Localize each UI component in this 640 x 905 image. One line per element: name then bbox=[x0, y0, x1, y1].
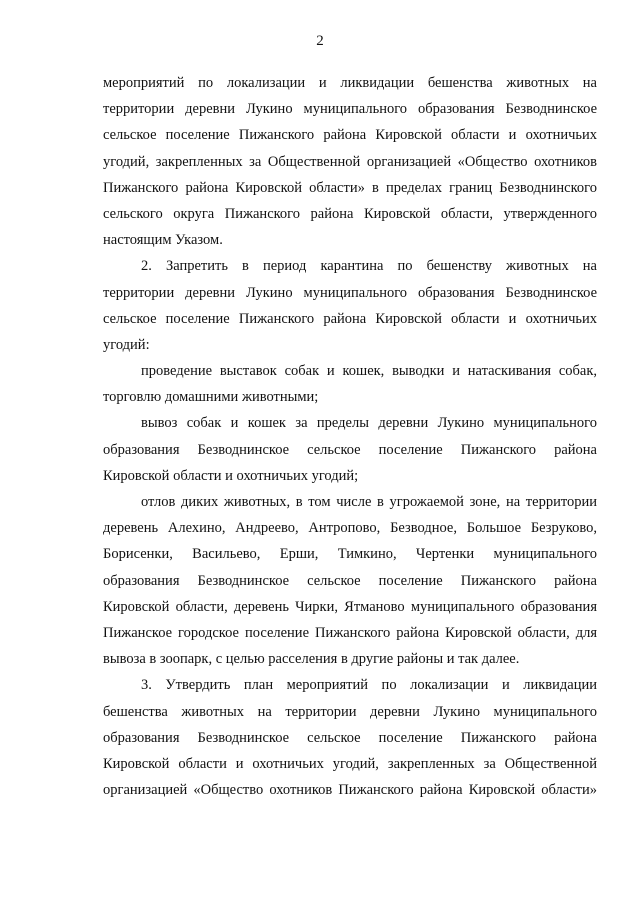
document-body bbox=[103, 70, 597, 803]
text-line: бешенства животных на территории деревни Лукино муниципального bbox=[103, 703, 597, 720]
text-line: проведение выставок собак и кошек, выводки и натаскивания собак, bbox=[141, 363, 597, 380]
paragraph-removal bbox=[103, 410, 597, 489]
paragraph-item-3 bbox=[103, 672, 597, 803]
text-line: Пижанское городское поселение Пижанского района Кировской области, для bbox=[103, 624, 597, 641]
text-line: Кировской области, деревень Чирки, Ятманово муниципального образования bbox=[103, 598, 597, 615]
text-line: Борисенки, Васильево, Ерши, Тимкино, Чертенки муниципального bbox=[103, 546, 597, 563]
text-line: сельского округа Пижанского района Кировской области, утвержденного bbox=[103, 205, 597, 222]
text-line: 3. Утвердить план мероприятий по локализации и ликвидации bbox=[141, 677, 597, 694]
text-line: Кировской области и охотничьих угодий, закрепленных за Общественной bbox=[103, 755, 597, 772]
text-line: сельское поселение Пижанского района Кировской области и охотничьих bbox=[103, 127, 597, 144]
text-line: мероприятий по локализации и ликвидации бешенства животных на bbox=[103, 75, 597, 91]
paragraph-continuation bbox=[103, 70, 597, 253]
paragraph-exhibitions bbox=[103, 358, 597, 410]
text-line: деревень Алехино, Андреево, Антропово, Безводное, Большое Безруково, bbox=[103, 520, 597, 537]
text-line: угодий: bbox=[103, 336, 150, 353]
text-line: вывоза в зоопарк, с целью расселения в другие районы и так далее. bbox=[103, 651, 520, 668]
text-line: Кировской области и охотничьих угодий; bbox=[103, 467, 359, 484]
text-line: вывоз собак и кошек за пределы деревни Лукино муниципального bbox=[141, 415, 597, 432]
text-line: торговлю домашними животными; bbox=[103, 389, 319, 406]
text-line: сельское поселение Пижанского района Кировской области и охотничьих bbox=[103, 310, 597, 327]
text-line: территории деревни Лукино муниципального образования Безводнинское bbox=[103, 101, 597, 118]
text-line: угодий, закрепленных за Общественной организацией «Общество охотников bbox=[103, 153, 597, 170]
paragraph-trapping bbox=[103, 489, 597, 672]
paragraph-item-2 bbox=[103, 253, 597, 358]
text-line: образования Безводнинское сельское поселение Пижанского района bbox=[103, 729, 597, 746]
text-line: организацией «Общество охотников Пижанского района Кировской области» bbox=[103, 782, 597, 799]
text-line: отлов диких животных, в том числе в угрожаемой зоне, на территории bbox=[141, 494, 597, 510]
page-number: 2 bbox=[316, 33, 324, 49]
text-line: Пижанского района Кировской области» в пределах границ Безводнинского bbox=[103, 179, 597, 196]
text-line: 2. Запретить в период карантина по бешенству животных на bbox=[141, 258, 597, 275]
text-line: образования Безводнинское сельское поселение Пижанского района bbox=[103, 441, 597, 458]
text-line: территории деревни Лукино муниципального образования Безводнинское bbox=[103, 284, 597, 301]
text-line: настоящим Указом. bbox=[103, 232, 223, 249]
text-line: образования Безводнинское сельское поселение Пижанского района bbox=[103, 572, 597, 589]
